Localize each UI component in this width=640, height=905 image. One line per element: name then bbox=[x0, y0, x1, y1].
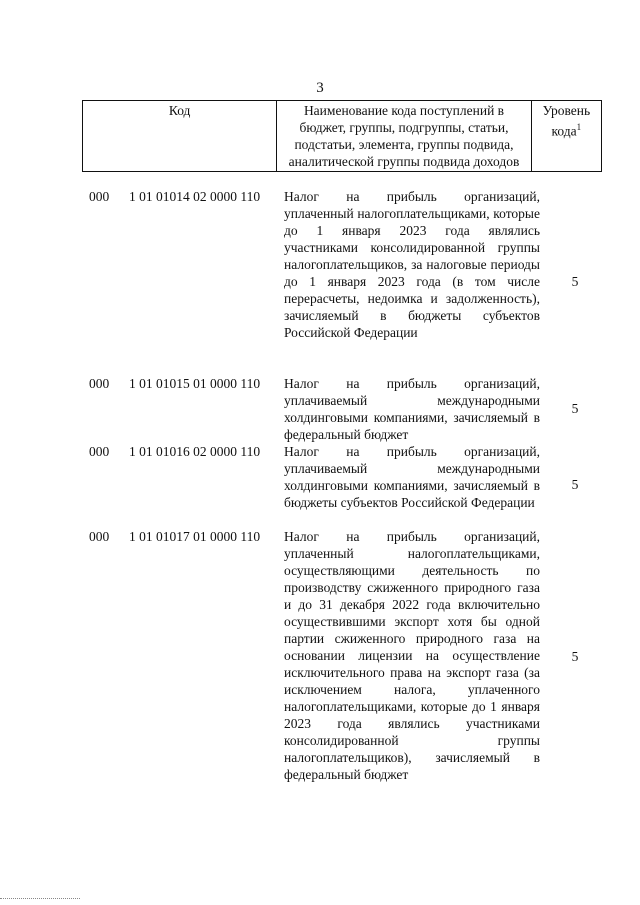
row-level: 5 bbox=[571, 401, 579, 416]
row-description: Налог на прибыль организаций, уплачиваемый международными холдинговыми компаниями, зачисляемый в федеральный бюджет bbox=[284, 376, 540, 442]
row-description: Налог на прибыль организаций, уплаченный налогоплательщиками, которые до 1 января 2023 года являлись участниками консолидированной группы налогоплательщиков, за налоговые периоды до 1 января 2023 года (в том числе перерасчеты, недоимка и задолженность), зачисляемый в бюджеты субъектов Российской Федерации bbox=[284, 189, 540, 340]
header-level-cell bbox=[531, 101, 601, 172]
row-prefix: 000 bbox=[89, 444, 110, 459]
row-description: Налог на прибыль организаций, уплачиваемый международными холдинговыми компаниями, зачисляемый в бюджеты субъектов Российской Федерации bbox=[284, 444, 540, 510]
table-header bbox=[82, 100, 602, 172]
row-code: 1 01 01016 02 0000 110 bbox=[129, 444, 261, 459]
row-code: 1 01 01015 01 0000 110 bbox=[129, 376, 261, 391]
row-prefix: 000 bbox=[89, 189, 110, 204]
header-code: Код bbox=[168, 103, 191, 118]
row-code: 1 01 01014 02 0000 110 bbox=[129, 189, 261, 204]
row-code: 1 01 01017 01 0000 110 bbox=[129, 529, 261, 544]
header-code-cell bbox=[83, 101, 277, 172]
row-level: 5 bbox=[571, 649, 579, 664]
header-level: Уровень кода bbox=[542, 103, 591, 139]
row-description: Налог на прибыль организаций, уплаченный налогоплательщиками, осуществляющими деятельность по производству сжиженного природного газа и до 31 декабря 2022 года включительно осуществившими экспорт хотя бы одной партии сжиженного природного газа на основании лицензии на осуществление исключительного права на экспорт газа (за исключением налога, уплаченного налогоплательщиками, которые до 1 января 2023 года являлись участниками консолидированной группы налогоплательщиков), зачисляемый в федеральный бюджет bbox=[284, 529, 540, 782]
header-name-cell bbox=[277, 101, 531, 172]
row-prefix: 000 bbox=[89, 376, 110, 391]
page-number: 3 bbox=[316, 80, 324, 96]
header-name: Наименование кода поступлений в бюджет, группы, подгруппы, статьи, подстатьи, элемента, группы подвида, аналитической группы подвида доходов bbox=[288, 103, 520, 169]
footnote-mark: 1 bbox=[576, 122, 582, 132]
row-level: 5 bbox=[571, 274, 579, 289]
row-level: 5 bbox=[571, 477, 579, 492]
scan-edge-mark bbox=[0, 898, 80, 901]
row-prefix: 000 bbox=[89, 529, 110, 544]
